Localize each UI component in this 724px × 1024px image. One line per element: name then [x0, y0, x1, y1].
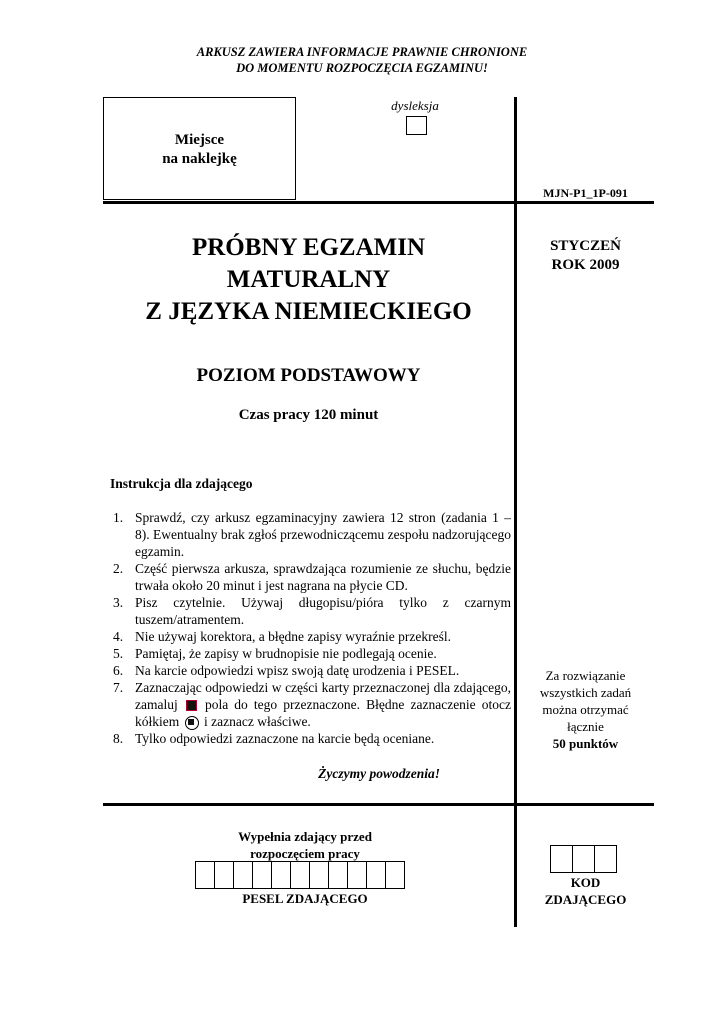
legal-notice-line1: ARKUSZ ZAWIERA INFORMACJE PRAWNIE CHRONIONE — [196, 45, 528, 59]
instruction-item — [110, 628, 511, 645]
fill-note — [180, 828, 430, 862]
good-luck-text: Życzymy powodzenia! — [318, 766, 440, 781]
instruction-text: Zaznaczając odpowiedzi w części karty przeznaczonej dla zdającego, zamaluj — [135, 680, 511, 712]
instruction-number: 2. — [113, 561, 124, 576]
pesel-digit-box[interactable] — [385, 861, 405, 889]
pesel-digit-box[interactable] — [309, 861, 329, 889]
exam-date — [517, 237, 654, 275]
legal-notice — [0, 44, 724, 76]
exam-title-line2: MATURALNY — [226, 266, 391, 293]
pesel-input[interactable] — [196, 861, 405, 889]
instruction-number: 3. — [113, 595, 124, 610]
fill-note-line1: Wypełnia zdający przed — [238, 829, 372, 844]
pesel-digit-box[interactable] — [328, 861, 348, 889]
instruction-item — [110, 662, 511, 679]
instruction-text: Pamiętaj, że zapisy w brudnopisie nie podlegają ocenie. — [135, 646, 437, 661]
instruction-number: 4. — [113, 629, 124, 644]
instruction-number: 5. — [113, 646, 124, 661]
pesel-digit-box[interactable] — [347, 861, 367, 889]
instruction-item — [110, 645, 511, 662]
points-line: Za rozwiązanie — [545, 668, 626, 683]
bottom-divider — [103, 803, 654, 806]
pesel-digit-box[interactable] — [252, 861, 272, 889]
kod-digit-box[interactable] — [594, 845, 617, 873]
exam-duration: Czas pracy 120 minut — [238, 407, 379, 423]
points-line: wszystkich zadań — [539, 685, 632, 700]
instruction-text: Pisz czytelnie. Używaj długopisu/pióra tylko z czarnym tuszem/atramentem. — [135, 595, 511, 627]
exam-code: MJN-P1_1P-091 — [543, 186, 628, 200]
instruction-text: Nie używaj korektora, a błędne zapisy wyraźnie przekreśl. — [135, 629, 451, 644]
instruction-text: Na karcie odpowiedzi wpisz swoją datę urodzenia i PESEL. — [135, 663, 460, 678]
instructions-heading: Instrukcja dla zdającego — [110, 476, 253, 491]
pesel-digit-box[interactable] — [233, 861, 253, 889]
instruction-text: Tylko odpowiedzi zaznaczone na karcie będą oceniane. — [135, 731, 435, 746]
sticker-label — [103, 131, 296, 169]
kod-digit-box[interactable] — [550, 845, 573, 873]
exam-level: POZIOM PODSTAWOWY — [196, 365, 421, 386]
pesel-label: PESEL ZDAJĄCEGO — [242, 891, 368, 906]
dyslexia-checkbox[interactable] — [406, 116, 427, 135]
filled-square-icon — [186, 700, 197, 711]
exam-title — [103, 232, 514, 328]
instruction-item — [110, 560, 511, 594]
top-divider — [103, 201, 654, 204]
instruction-text: i zaznacz właściwe. — [204, 714, 311, 729]
exam-month: STYCZEŃ — [550, 238, 621, 254]
instruction-item — [110, 679, 511, 730]
points-info — [517, 667, 654, 752]
pesel-digit-box[interactable] — [195, 861, 215, 889]
instruction-item — [110, 730, 511, 747]
instruction-item — [110, 594, 511, 628]
legal-notice-line2: DO MOMENTU ROZPOCZĘCIA EGZAMINU! — [236, 61, 488, 75]
fill-note-line2: rozpoczęciem pracy — [250, 846, 360, 861]
exam-title-line1: PRÓBNY EGZAMIN — [191, 234, 426, 261]
kod-digit-box[interactable] — [572, 845, 595, 873]
pesel-digit-box[interactable] — [271, 861, 291, 889]
instruction-number: 6. — [113, 663, 124, 678]
kod-label-line1: KOD — [570, 875, 601, 890]
instruction-item — [110, 509, 511, 560]
dyslexia-label: dysleksja — [391, 98, 439, 113]
sticker-label-line1: Miejsce — [174, 132, 225, 148]
points-line: można otrzymać — [542, 702, 629, 717]
circled-square-icon — [185, 716, 199, 730]
pesel-digit-box[interactable] — [214, 861, 234, 889]
pesel-digit-box[interactable] — [290, 861, 310, 889]
exam-year: ROK 2009 — [551, 257, 620, 273]
kod-label — [517, 874, 654, 908]
points-total: 50 punktów — [552, 736, 619, 751]
instruction-number: 8. — [113, 731, 124, 746]
kod-input[interactable] — [551, 845, 617, 873]
instruction-number: 7. — [113, 680, 124, 695]
exam-title-line3: Z JĘZYKA NIEMIECKIEGO — [145, 298, 472, 325]
instruction-text: Część pierwsza arkusza, sprawdzająca rozumienie ze słuchu, będzie trwała około 20 minut i jest nagrana na płycie CD. — [135, 561, 511, 593]
instruction-text: Sprawdź, czy arkusz egzaminacyjny zawiera 12 stron (zadania 1 – 8). Ewentualny brak zgłoś przewodniczącemu zespołu nadzorującego egzamin. — [135, 510, 511, 559]
instruction-text: pola do tego przeznaczone. Błędne zaznaczenie otocz kółkiem — [135, 697, 512, 729]
instruction-number: 1. — [113, 510, 124, 525]
kod-label-line2: ZDAJĄCEGO — [544, 892, 627, 907]
points-line: łącznie — [567, 719, 604, 734]
sticker-label-line2: na naklejkę — [162, 151, 237, 167]
instructions-list — [110, 509, 511, 747]
pesel-digit-box[interactable] — [366, 861, 386, 889]
